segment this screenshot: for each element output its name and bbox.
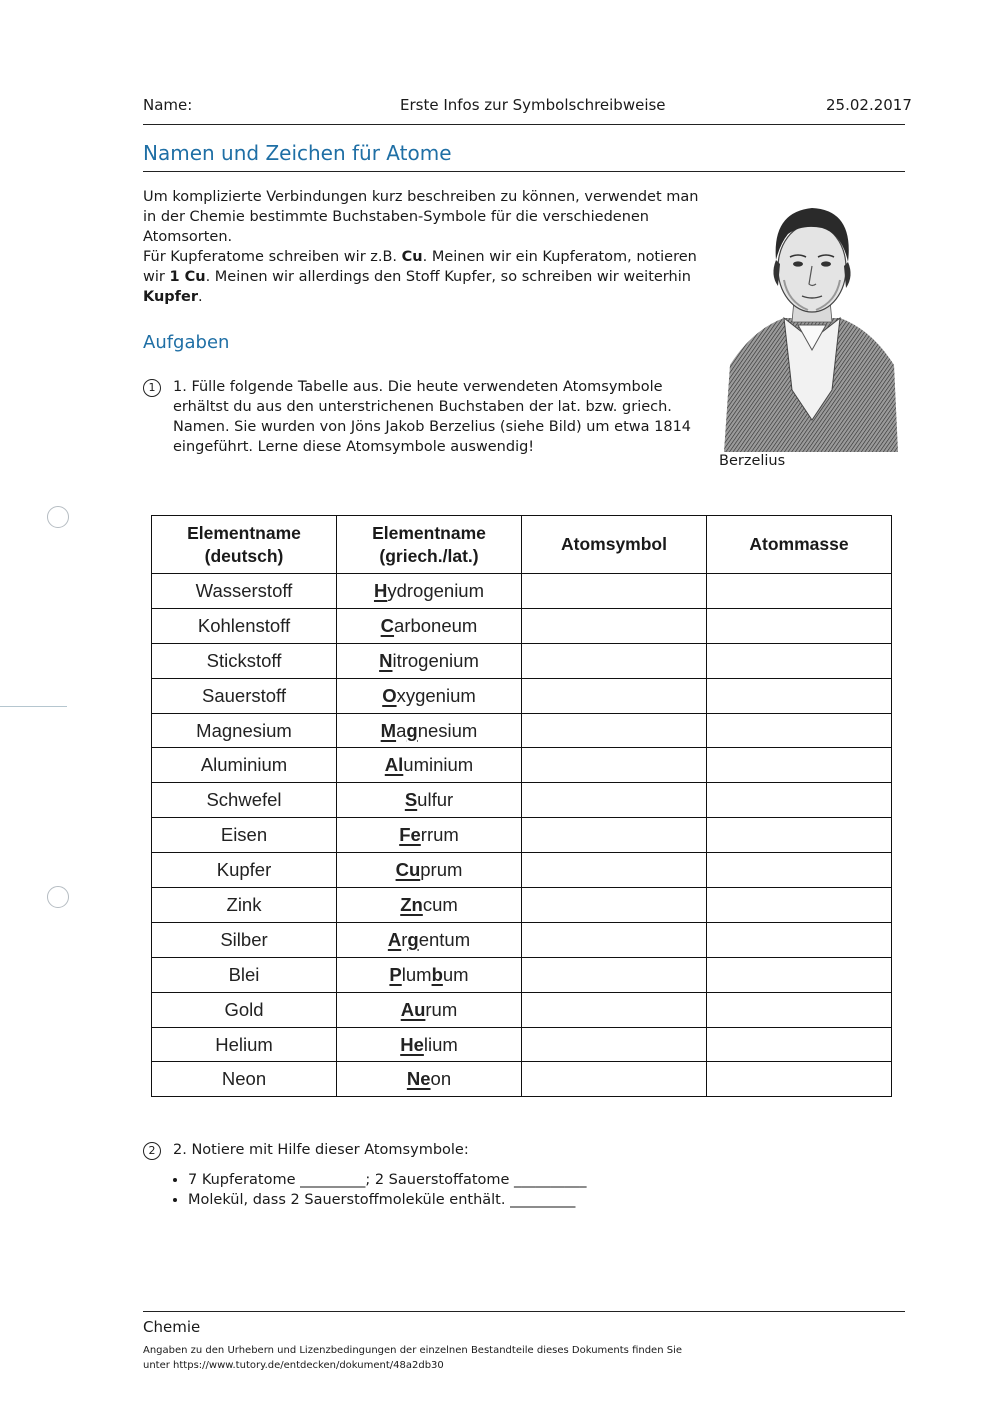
name-label: Name: bbox=[143, 96, 193, 114]
mass-answer-cell[interactable] bbox=[707, 888, 892, 923]
table-row bbox=[152, 713, 892, 748]
mass-answer-cell[interactable] bbox=[707, 1062, 892, 1097]
footer-license-note: Angaben zu den Urhebern und Lizenzbedingungen der einzelnen Bestandteile dieses Dokuments finden Sie unter https://www.tutory.de/entdecken/dokument/48a2db30 bbox=[143, 1345, 682, 1371]
latin-name-cell: Magnesium bbox=[337, 713, 522, 748]
symbol-answer-cell[interactable] bbox=[522, 1027, 707, 1062]
latin-name-cell: Ferrum bbox=[337, 818, 522, 853]
mass-answer-cell[interactable] bbox=[707, 608, 892, 643]
symbol-answer-cell[interactable] bbox=[522, 748, 707, 783]
intro-paragraph-1: Um komplizierte Verbindungen kurz beschreiben zu können, verwendet man in der Chemie bestimmte Buchstaben-Symbole für die verschiedenen Atomsorten. bbox=[143, 189, 699, 245]
punch-hole-bottom bbox=[47, 886, 69, 908]
task-2-number: 2 bbox=[143, 1142, 161, 1160]
german-name-cell: Helium bbox=[152, 1027, 337, 1062]
list-item: • 7 Kupferatome _________; 2 Sauerstoffatome __________ bbox=[188, 1170, 587, 1190]
symbol-answer-cell[interactable] bbox=[522, 783, 707, 818]
symbol-answer-cell[interactable] bbox=[522, 1062, 707, 1097]
latin-name-cell: Cuprum bbox=[337, 853, 522, 888]
german-name-cell: Stickstoff bbox=[152, 643, 337, 678]
table-row bbox=[152, 992, 892, 1027]
table-row bbox=[152, 957, 892, 992]
german-name-cell: Kohlenstoff bbox=[152, 608, 337, 643]
table-row bbox=[152, 574, 892, 609]
german-name-cell: Kupfer bbox=[152, 853, 337, 888]
table-row bbox=[152, 783, 892, 818]
latin-name-cell: Sulfur bbox=[337, 783, 522, 818]
latin-name-cell: Neon bbox=[337, 1062, 522, 1097]
mass-answer-cell[interactable] bbox=[707, 574, 892, 609]
table-row bbox=[152, 818, 892, 853]
task-1-text: 1. Fülle folgende Tabelle aus. Die heute verwendeten Atomsymbole erhältst du aus den unterstrichenen Buchstaben der lat. bzw. griech. Namen. Sie wurden von Jöns Jakob Berzelius (siehe Bild) um etwa 1814 eingeführt. Lerne diese Atomsymbole auswendig! bbox=[173, 379, 692, 455]
german-name-cell: Magnesium bbox=[152, 713, 337, 748]
mass-answer-cell[interactable] bbox=[707, 1027, 892, 1062]
latin-name-cell: Carboneum bbox=[337, 608, 522, 643]
latin-name-cell: Zncum bbox=[337, 888, 522, 923]
table-row bbox=[152, 1062, 892, 1097]
latin-name-cell: Nitrogenium bbox=[337, 643, 522, 678]
tasks-heading: Aufgaben bbox=[143, 332, 230, 353]
symbol-answer-cell[interactable] bbox=[522, 888, 707, 923]
column-header-german: Elementname (deutsch) bbox=[152, 516, 337, 574]
german-name-cell: Blei bbox=[152, 957, 337, 992]
latin-name-cell: Plumbum bbox=[337, 957, 522, 992]
mass-answer-cell[interactable] bbox=[707, 783, 892, 818]
column-header-latin: Elementname (griech./lat.) bbox=[337, 516, 522, 574]
table-row bbox=[152, 608, 892, 643]
portrait-caption: Berzelius bbox=[719, 453, 786, 469]
mass-answer-cell[interactable] bbox=[707, 678, 892, 713]
task-2-text: 2. Notiere mit Hilfe dieser Atomsymbole: bbox=[173, 1142, 469, 1158]
german-name-cell: Aluminium bbox=[152, 748, 337, 783]
latin-name-cell: Aurum bbox=[337, 992, 522, 1027]
latin-name-cell: Hydrogenium bbox=[337, 574, 522, 609]
german-name-cell: Neon bbox=[152, 1062, 337, 1097]
symbol-answer-cell[interactable] bbox=[522, 643, 707, 678]
german-name-cell: Silber bbox=[152, 922, 337, 957]
table-row bbox=[152, 748, 892, 783]
table-row bbox=[152, 678, 892, 713]
mass-answer-cell[interactable] bbox=[707, 853, 892, 888]
symbol-answer-cell[interactable] bbox=[522, 992, 707, 1027]
latin-name-cell: Argentum bbox=[337, 922, 522, 957]
symbol-answer-cell[interactable] bbox=[522, 957, 707, 992]
symbol-answer-cell[interactable] bbox=[522, 574, 707, 609]
latin-name-cell: Helium bbox=[337, 1027, 522, 1062]
element-table bbox=[151, 515, 892, 1097]
german-name-cell: Sauerstoff bbox=[152, 678, 337, 713]
title-rule bbox=[143, 171, 905, 172]
mass-answer-cell[interactable] bbox=[707, 922, 892, 957]
symbol-answer-cell[interactable] bbox=[522, 818, 707, 853]
mass-answer-cell[interactable] bbox=[707, 957, 892, 992]
german-name-cell: Gold bbox=[152, 992, 337, 1027]
intro-paragraph-2: Für Kupferatome schreiben wir z.B. Cu. Meinen wir ein Kupferatom, notieren wir 1 Cu. Meinen wir allerdings den Stoff Kupfer, so schreiben wir weiterhin Kupfer. bbox=[143, 249, 697, 305]
footer-rule bbox=[143, 1311, 905, 1312]
german-name-cell: Zink bbox=[152, 888, 337, 923]
document-title: Erste Infos zur Symbolschreibweise bbox=[400, 96, 666, 114]
german-name-cell: Schwefel bbox=[152, 783, 337, 818]
table-row bbox=[152, 853, 892, 888]
table-header-row bbox=[152, 516, 892, 574]
task-2-list bbox=[173, 1170, 587, 1210]
footer-subject: Chemie bbox=[143, 1318, 201, 1336]
latin-name-cell: Aluminium bbox=[337, 748, 522, 783]
task-1-number: 1 bbox=[143, 379, 161, 397]
mass-answer-cell[interactable] bbox=[707, 818, 892, 853]
table-row bbox=[152, 643, 892, 678]
symbol-answer-cell[interactable] bbox=[522, 922, 707, 957]
column-header-mass: Atommasse bbox=[707, 516, 892, 574]
symbol-answer-cell[interactable] bbox=[522, 678, 707, 713]
page-title: Namen und Zeichen für Atome bbox=[143, 141, 452, 165]
document-date: 25.02.2017 bbox=[826, 96, 912, 114]
header-rule bbox=[143, 124, 905, 125]
column-header-symbol: Atomsymbol bbox=[522, 516, 707, 574]
table-row bbox=[152, 1027, 892, 1062]
german-name-cell: Wasserstoff bbox=[152, 574, 337, 609]
table-row bbox=[152, 888, 892, 923]
symbol-answer-cell[interactable] bbox=[522, 608, 707, 643]
mass-answer-cell[interactable] bbox=[707, 748, 892, 783]
fold-mark bbox=[0, 706, 67, 707]
mass-answer-cell[interactable] bbox=[707, 643, 892, 678]
punch-hole-top bbox=[47, 506, 69, 528]
symbol-answer-cell[interactable] bbox=[522, 713, 707, 748]
german-name-cell: Eisen bbox=[152, 818, 337, 853]
symbol-answer-cell[interactable] bbox=[522, 853, 707, 888]
table-row bbox=[152, 922, 892, 957]
list-item: • Molekül, dass 2 Sauerstoffmoleküle enthält. _________ bbox=[188, 1190, 587, 1210]
latin-name-cell: Oxygenium bbox=[337, 678, 522, 713]
berzelius-portrait bbox=[722, 190, 900, 452]
mass-answer-cell[interactable] bbox=[707, 992, 892, 1027]
mass-answer-cell[interactable] bbox=[707, 713, 892, 748]
